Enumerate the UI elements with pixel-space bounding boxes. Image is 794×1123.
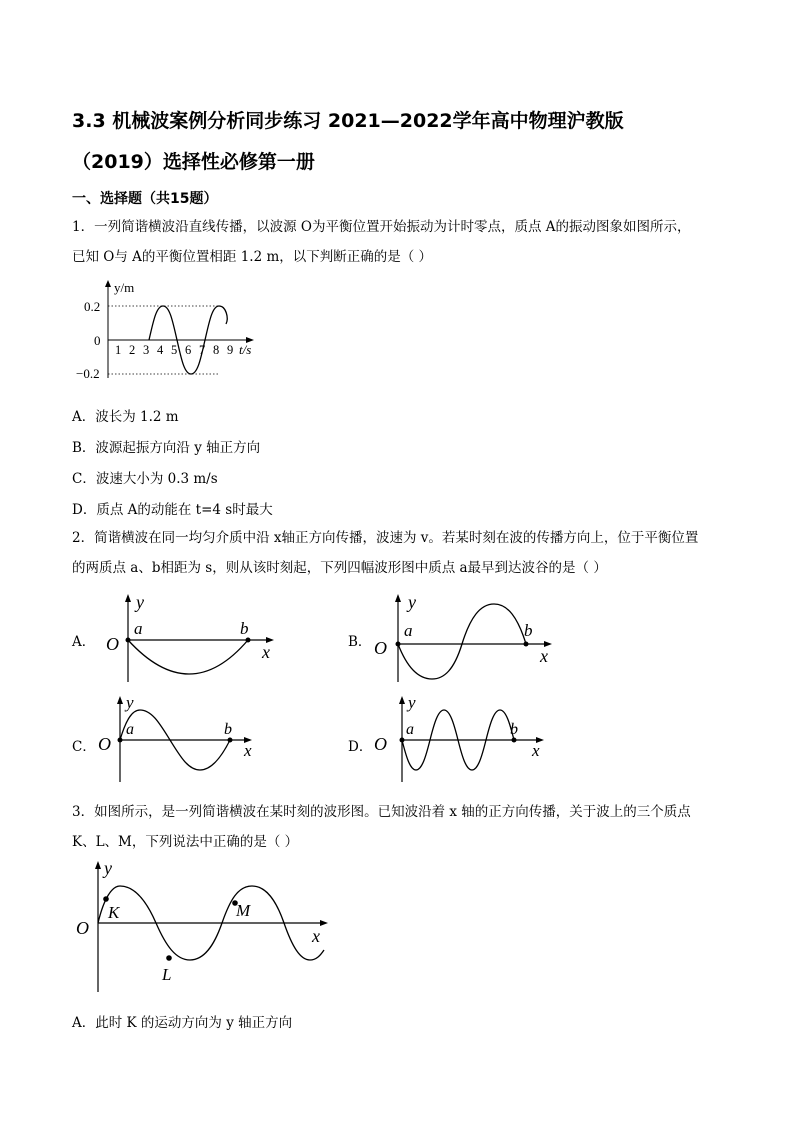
b-label: b [240,619,249,638]
y-label: y [408,694,416,712]
q1-xtick: 9 [227,343,234,357]
q1-y-arrow [105,280,111,287]
point-a [118,738,123,743]
q1-text-line-1: 1．一列简谐横波沿直线传播，以波源 O为平衡位置开始振动为计时零点，质点 A的振动图象如图所示， [72,219,691,235]
b-label: b [510,721,518,738]
a-label: a [126,721,134,738]
q1-option-b: B．波源起振方向沿 y 轴正方向 [72,440,261,456]
q1-xticks [115,343,233,357]
y-label: y [408,592,416,612]
wave-curve [398,604,526,679]
q2-text-line-2: 的两质点 a、b相距为 s，则从该时刻起，下列四幅波形图中质点 a最早到达波谷的是（ ） [72,560,607,576]
q1-xtick: 1 [115,343,122,357]
x-label: x [262,642,270,662]
point-k [103,896,109,902]
q1-xtick: 4 [157,343,164,357]
q1-ytick-bottom: −0.2 [76,366,100,381]
point-a [400,738,405,743]
origin-label: O [374,638,387,658]
q1-ytick-zero: 0 [94,333,101,348]
q1-xtick: 8 [213,343,220,357]
a-label: a [134,619,143,638]
q1-ylabel: y/m [114,280,135,295]
arrow [395,594,401,602]
b-label: b [224,721,232,738]
x-label: x [540,646,548,666]
q3-option-a: A．此时 K 的运动方向为 y 轴正方向 [72,1015,293,1031]
q2-label-c: C． [72,739,96,755]
arrow [125,594,131,602]
point-a [396,642,401,647]
q2-graph-b [368,592,568,686]
b-label: b [524,621,533,640]
title-line-1: 3.3 机械波案例分析同步练习 2021—2022学年高中物理沪教版 [72,110,624,132]
q3-text-line-1: 3．如图所示，是一列简谐横波在某时刻的波形图。已知波沿着 x 轴的正方向传播，关于波上的三个质点 [72,804,691,820]
q2-label-d: D． [348,739,373,755]
q1-option-a: A．波长为 1.2 m [72,409,179,425]
q2-text-line-1: 2．简谐横波在同一均匀介质中沿 x轴正方向传播，波速为 v。若某时刻在波的传播方向上，位于平衡位置 [72,530,699,546]
q3-wave-graph [72,858,342,998]
title-line-2: （2019）选择性必修第一册 [72,151,315,173]
section-header: 一、选择题（共15题） [72,191,218,207]
q1-text-line-2: 已知 O与 A的平衡位置相距 1.2 m，以下判断正确的是（ ） [72,249,433,265]
q2-label-b: B． [348,634,372,650]
origin-label: O [98,734,111,754]
k-label: K [108,903,120,922]
q1-xtick: 5 [171,343,178,357]
q1-option-c: C．波速大小为 0.3 m/s [72,471,218,487]
q2-graph-a [96,592,286,686]
origin-label: O [106,634,119,654]
origin-label: O [76,918,89,938]
a-label: a [406,721,414,738]
arrow [320,920,328,926]
q2-graph-c [96,694,266,786]
arrow [95,861,101,869]
wave-curve [128,640,248,674]
x-label: x [244,741,252,760]
q1-xtick: 3 [143,343,150,357]
point-b [524,642,529,647]
origin-label: O [374,734,387,754]
wave-curve-tail [310,950,324,960]
point-b [228,738,233,743]
point-a [126,638,131,643]
q1-ytick-top: 0.2 [84,299,101,314]
q1-xlabel: t/s [239,342,252,357]
point-b [246,638,251,643]
point-l [166,955,172,961]
y-label: y [126,694,134,712]
q2-graph-d [372,694,552,786]
q1-vibration-graph [70,278,270,388]
arrow [399,696,405,704]
l-label: L [162,965,172,984]
q1-option-d: D．质点 A的动能在 t=4 s时最大 [72,502,273,518]
point-b [512,738,517,743]
q2-label-a: A． [72,634,96,650]
q1-xtick: 6 [185,343,192,357]
x-label: x [312,926,320,946]
y-label: y [104,858,112,878]
x-label: x [532,741,540,760]
m-label: M [236,901,251,920]
a-label: a [404,621,413,640]
q1-xtick: 7 [199,343,206,357]
q1-xtick: 2 [129,343,136,357]
y-label: y [136,592,144,612]
arrow [117,696,123,704]
q3-text-line-2: K、L、M，下列说法中正确的是（ ） [72,834,299,850]
